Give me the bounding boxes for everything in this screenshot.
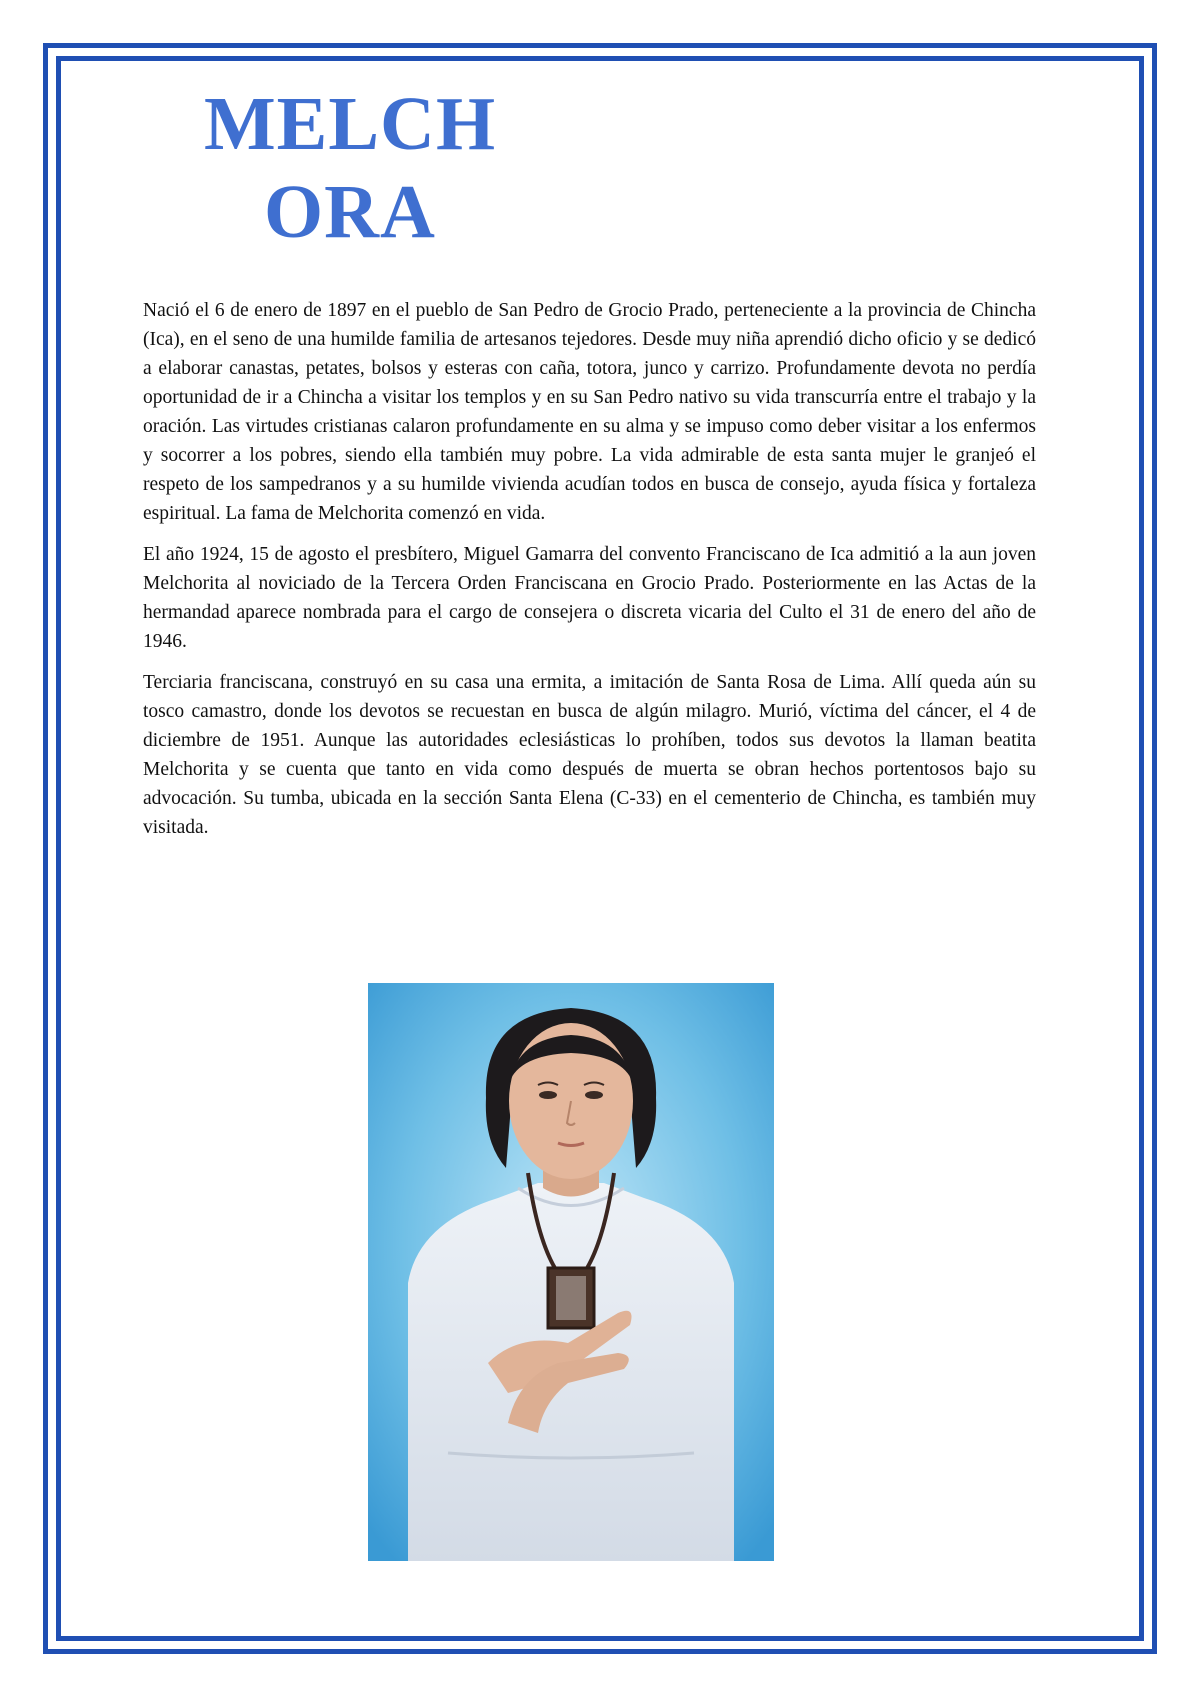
- portrait-image: [368, 983, 774, 1561]
- title-line-1: MELCH: [203, 82, 497, 166]
- biography-text: [143, 296, 1036, 854]
- paragraph-death: Terciaria franciscana, construyó en su casa una ermita, a imitación de Santa Rosa de Lima. Allí queda aún su tosco camastro, donde los devotos se recuestan en busca de algún milagro. Murió, víctima del cáncer, el 4 de diciembre de 1951. Aunque las autoridades eclesiásticas lo prohíben, todos sus devotos la llaman beatita Melchorita y se cuenta que tanto en vida como después de muerta se obran hechos portentosos bajo su advocación. Su tumba, ubicada en la sección Santa Elena (C-33) en el cementerio de Chincha, es también muy visitada.: [143, 672, 1036, 838]
- paragraph-novitiate: El año 1924, 15 de agosto el presbítero, Miguel Gamarra del convento Franciscano de Ica admitió a la aun joven Melchorita al noviciado de la Tercera Orden Franciscana en Grocio Prado. Posteriormente en las Actas de la hermandad aparece nombrada para el cargo de consejera o discreta vicaria del Culto el 31 de enero del año de 1946.: [143, 544, 1036, 652]
- paragraph-birth: Nació el 6 de enero de 1897 en el pueblo de San Pedro de Grocio Prado, perteneciente a la provincia de Chincha (Ica), en el seno de una humilde familia de artesanos tejedores. Desde muy niña aprendió dicho oficio y se dedicó a elaborar canastas, petates, bolsos y esteras con caña, totora, junco y carrizo. Profundamente devota no perdía oportunidad de ir a Chincha a visitar los templos y en su San Pedro nativo su vida transcurría entre el trabajo y la oración. Las virtudes cristianas calaron profundamente en su alma y se impuso como deber visitar a los enfermos y socorrer a los pobres, siendo ella también muy pobre. La vida admirable de esta santa mujer le granjeó el respeto de los sampedranos y a su humilde vivienda acudían todos en busca de consejo, ayuda física y fortaleza espiritual. La fama de Melchorita comenzó en vida.: [143, 300, 1036, 524]
- portrait-illustration: [368, 983, 774, 1561]
- page-title: [150, 80, 550, 256]
- title-line-2: ORA: [264, 170, 436, 254]
